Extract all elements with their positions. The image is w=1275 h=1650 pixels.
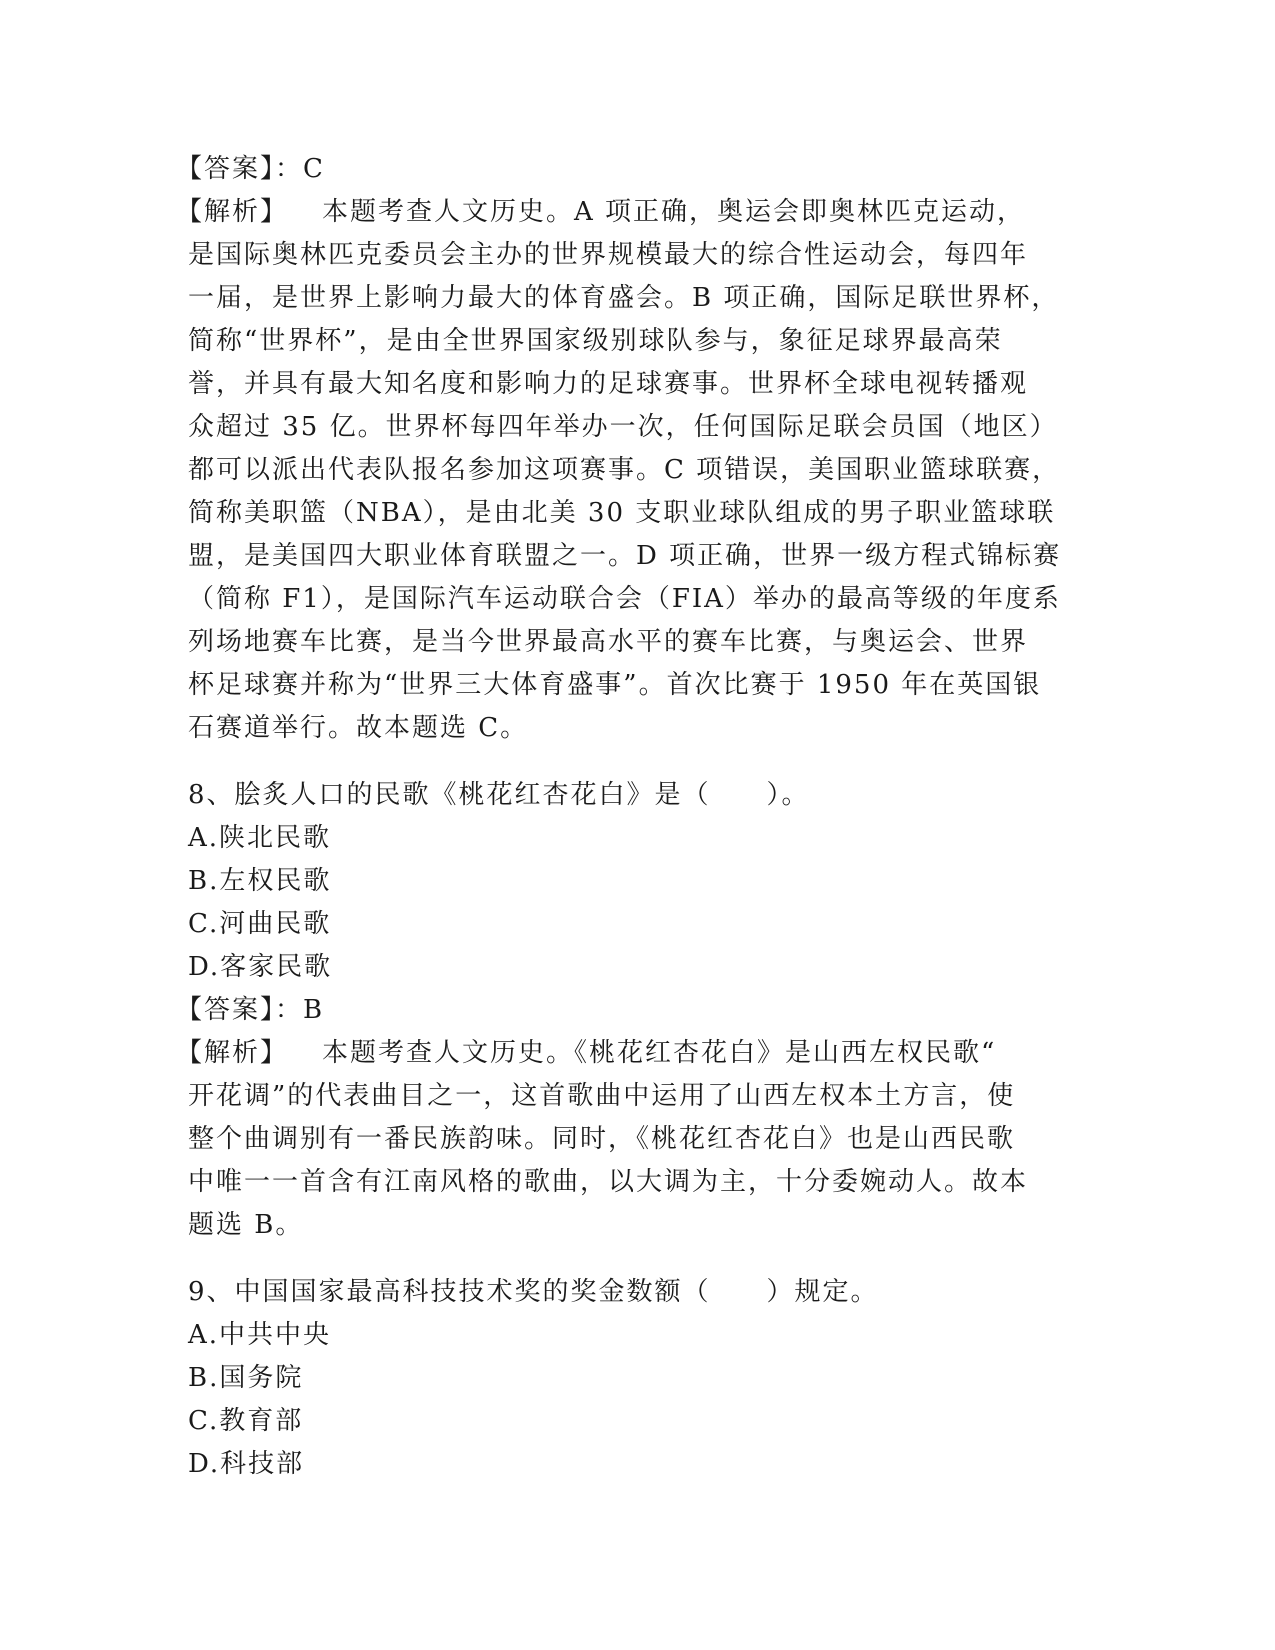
option-d: D.科技部 [188, 1449, 305, 1479]
analysis-text: 都可以派出代表队报名参加这项赛事。C 项错误，美国职业篮球联赛， [188, 455, 1061, 485]
analysis-text: 本题考查人文历史。A 项正确，奥运会即奥林匹克运动， [322, 197, 1026, 227]
analysis-text: 是国际奥林匹克委员会主办的世界规模最大的综合性运动会，每四年 [188, 240, 1029, 270]
answer-tag: 【答案】 [176, 154, 276, 184]
document-content [176, 148, 1088, 1486]
question-stem-9: 9、中国国家最高科技技术奖的奖金数额（ ）规定。 [188, 1277, 879, 1307]
option-d: D.客家民歌 [188, 952, 333, 982]
analysis-text: 盟，是美国四大职业体育联盟之一。D 项正确，世界一级方程式锦标赛 [188, 541, 1062, 571]
analysis-text: 题选 B。 [188, 1210, 304, 1240]
analysis-text: 誉，并具有最大知名度和影响力的足球赛事。世界杯全球电视转播观 [188, 369, 1029, 399]
analysis-text: 列场地赛车比赛，是当今世界最高水平的赛车比赛，与奥运会、世界 [188, 627, 1029, 657]
option-b: B.左权民歌 [188, 866, 332, 896]
analysis-text: 本题考查人文历史。《桃花红杏花白》是山西左权民歌“ [322, 1038, 997, 1068]
option-b: B.国务院 [188, 1363, 304, 1393]
answer-tag: 【答案】 [176, 995, 276, 1025]
analysis-text: 一届，是世界上影响力最大的体育盛会。B 项正确，国际足联世界杯， [188, 283, 1060, 313]
option-a: A.陕北民歌 [188, 823, 332, 853]
analysis-text: 简称“世界杯”，是由全世界国家级别球队参与，象征足球界最高荣 [188, 326, 1003, 356]
answer-separator: ： [275, 995, 304, 1025]
answer-value: C [303, 154, 325, 184]
answer-value: B [303, 995, 325, 1025]
option-a: A.中共中央 [188, 1320, 332, 1350]
option-c: C.教育部 [188, 1406, 304, 1436]
analysis-tag: 【解析】 [176, 1038, 289, 1068]
analysis-text: 杯足球赛并称为“世界三大体育盛事”。首次比赛于 1950 年在英国银 [188, 670, 1042, 700]
analysis-text: （简称 F1），是国际汽车运动联合会（FIA）举办的最高等级的年度系 [188, 584, 1061, 614]
analysis-text: 整个曲调别有一番民族韵味。同时，《桃花红杏花白》也是山西民歌 [188, 1124, 1016, 1154]
analysis-tag: 【解析】 [176, 197, 289, 227]
answer-separator: ： [275, 154, 304, 184]
analysis-line-prev-0 [176, 191, 1088, 234]
analysis-text: 众超过 35 亿。世界杯每四年举办一次，任何国际足联会员国（地区） [188, 412, 1058, 442]
analysis-text: 开花调”的代表曲目之一，这首歌曲中运用了山西左权本土方言，使 [188, 1081, 1016, 1111]
answer-line-prev [176, 148, 1088, 191]
analysis-text: 石赛道举行。故本题选 C。 [188, 713, 529, 743]
option-c: C.河曲民歌 [188, 909, 332, 939]
analysis-text: 简称美职篮（NBA），是由北美 30 支职业球队组成的男子职业篮球联 [188, 498, 1056, 528]
question-stem-8: 8、脍炙人口的民歌《桃花红杏花白》是（ ）。 [188, 780, 810, 810]
analysis-text: 中唯一一首含有江南风格的歌曲，以大调为主，十分委婉动人。故本 [188, 1167, 1029, 1197]
analysis-line-8-0 [176, 1032, 1088, 1075]
answer-line-8 [176, 989, 1088, 1032]
